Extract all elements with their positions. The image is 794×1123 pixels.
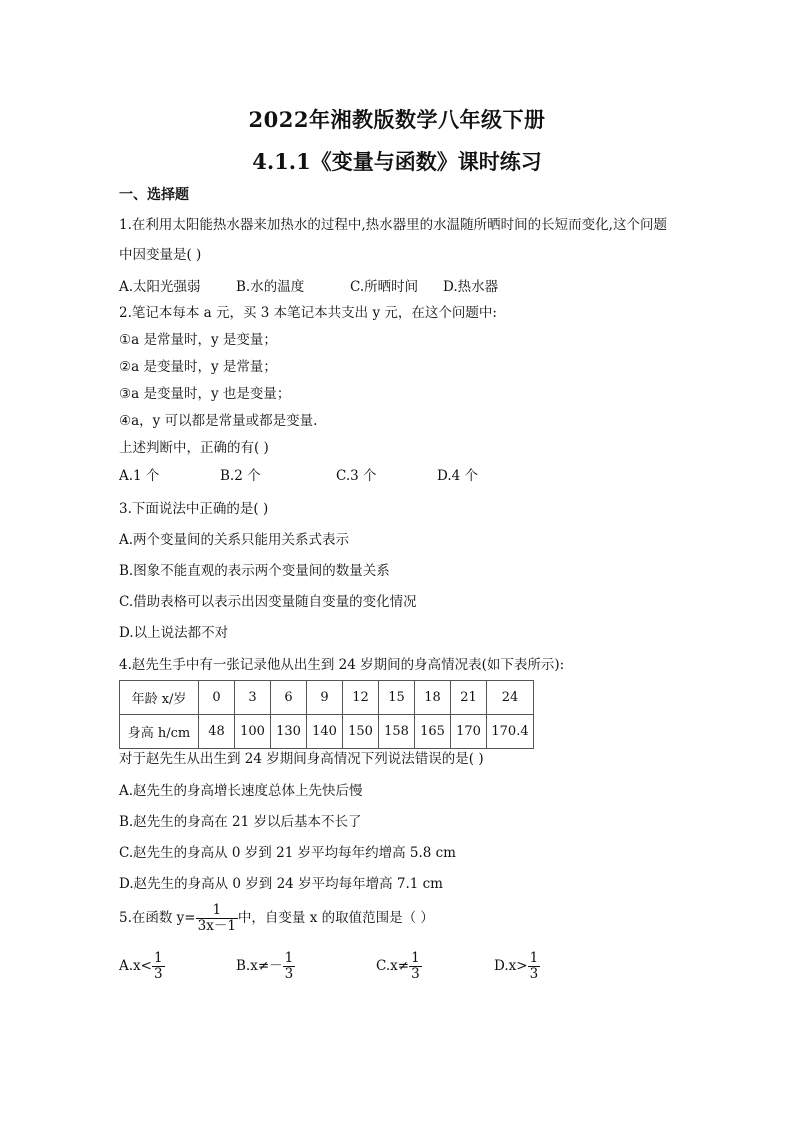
q2-stem: 2.笔记本每本 a 元，买 3 本笔记本共支出 y 元，在这个问题中: [119,305,497,321]
q2-statement-1: ①a 是常量时，y 是变量； [119,332,277,348]
table-cell: 165 [415,715,451,749]
table-cell: 21 [451,681,487,715]
q1-stem-line2: 中因变量是( ) [119,247,202,263]
q2-statement-4: ④a，y 可以都是常量或都是变量. [119,413,318,429]
table-cell: 12 [343,681,379,715]
table-cell: 18 [415,681,451,715]
q5-option-c [376,950,422,982]
q3-stem: 3.下面说法中正确的是( ) [119,501,269,517]
height-table [119,680,534,749]
fraction-denominator: 3 [153,966,163,982]
table-cell: 6 [271,681,307,715]
q2-statement-2: ②a 是变量时，y 是常量； [119,359,277,375]
table-cell: 170.4 [487,715,534,749]
q1-option-c: C.所晒时间 [350,279,419,295]
table-cell: 15 [379,681,415,715]
q4-option-d: D.赵先生的身高从 0 岁到 24 岁平均每年增高 7.1 cm [119,876,443,892]
q4-option-a: A.赵先生的身高增长速度总体上先快后慢 [119,783,363,799]
q3-option-a: A.两个变量间的关系只能用关系式表示 [119,532,350,548]
fraction-denominator: 3 [529,966,539,982]
table-row [120,681,534,715]
fraction-numerator: 1 [196,903,238,919]
q5-option-a [119,950,165,982]
option-fraction [152,951,165,982]
fraction-numerator: 1 [284,950,294,966]
q2-option-b: B.2 个 [220,468,261,484]
table-row [120,715,534,749]
option-fraction [283,951,296,982]
q1-option-b: B.水的温度 [236,279,305,295]
q4-ask: 对于赵先生从出生到 24 岁期间身高情况下列说法错误的是( ) [119,751,484,767]
table-cell: 9 [307,681,343,715]
fraction-denominator: 3 [411,966,420,982]
table-cell: 0 [199,681,235,715]
option-label: B.x≠－ [236,958,283,974]
q2-ask: 上述判断中，正确的有( ) [119,440,269,456]
q5-fraction [196,903,238,934]
q5-option-b [236,950,295,982]
q4-option-c: C.赵先生的身高从 0 岁到 21 岁平均每年约增高 5.8 cm [119,845,456,861]
q2-option-c: C.3 个 [336,468,377,484]
table-cell: 150 [343,715,379,749]
q4-option-b: B.赵先生的身高在 21 岁以后基本不长了 [119,814,362,830]
table-cell: 48 [199,715,235,749]
q4-stem: 4.赵先生手中有一张记录他从出生到 24 岁期间的身高情况表(如下表所示): [119,657,565,673]
table-cell: 140 [307,715,343,749]
q2-option-a: A.1 个 [119,468,160,484]
q5-stem [119,902,434,934]
option-label: D.x> [494,958,528,974]
table-cell: 100 [235,715,271,749]
q2-statement-3: ③a 是变量时，y 也是变量； [119,386,291,402]
table-row-label: 身高 h/cm [120,715,199,749]
q2-option-d: D.4 个 [437,468,479,484]
table-cell: 170 [451,715,487,749]
fraction-numerator: 1 [153,950,163,966]
q1-option-a: A.太阳光强弱 [119,279,201,295]
document-subtitle: 4.1.1《变量与函数》课时练习 [252,149,542,174]
q5-prefix: 5.在函数 y= [119,910,196,926]
table-cell: 3 [235,681,271,715]
fraction-numerator: 1 [529,950,539,966]
section-heading: 一、选择题 [119,187,189,203]
fraction-denominator: 3 [284,966,294,982]
q1-stem-line1: 1.在利用太阳能热水器来加热水的过程中,热水器里的水温随所晒时间的长短而变化,这个问题 [119,217,667,233]
table-cell: 24 [487,681,534,715]
q3-option-b: B.图象不能直观的表示两个变量间的数量关系 [119,563,390,579]
document-title: 2022年湘教版数学八年级下册 [248,107,546,132]
q5-option-d [494,950,540,982]
option-fraction [409,951,422,982]
q3-option-d: D.以上说法都不对 [119,625,229,641]
table-row-label: 年龄 x/岁 [120,681,199,715]
option-fraction [528,951,541,982]
q5-suffix: 中，自变量 x 的取值范围是（ ） [237,910,434,926]
option-label: A.x< [119,958,152,974]
q1-option-d: D.热水器 [443,279,499,295]
table-cell: 130 [271,715,307,749]
table-cell: 158 [379,715,415,749]
fraction-denominator: 3x－1 [197,918,236,934]
q3-option-c: C.借助表格可以表示出因变量随自变量的变化情况 [119,594,417,610]
option-label: C.x≠ [376,958,410,974]
fraction-numerator: 1 [411,950,420,966]
